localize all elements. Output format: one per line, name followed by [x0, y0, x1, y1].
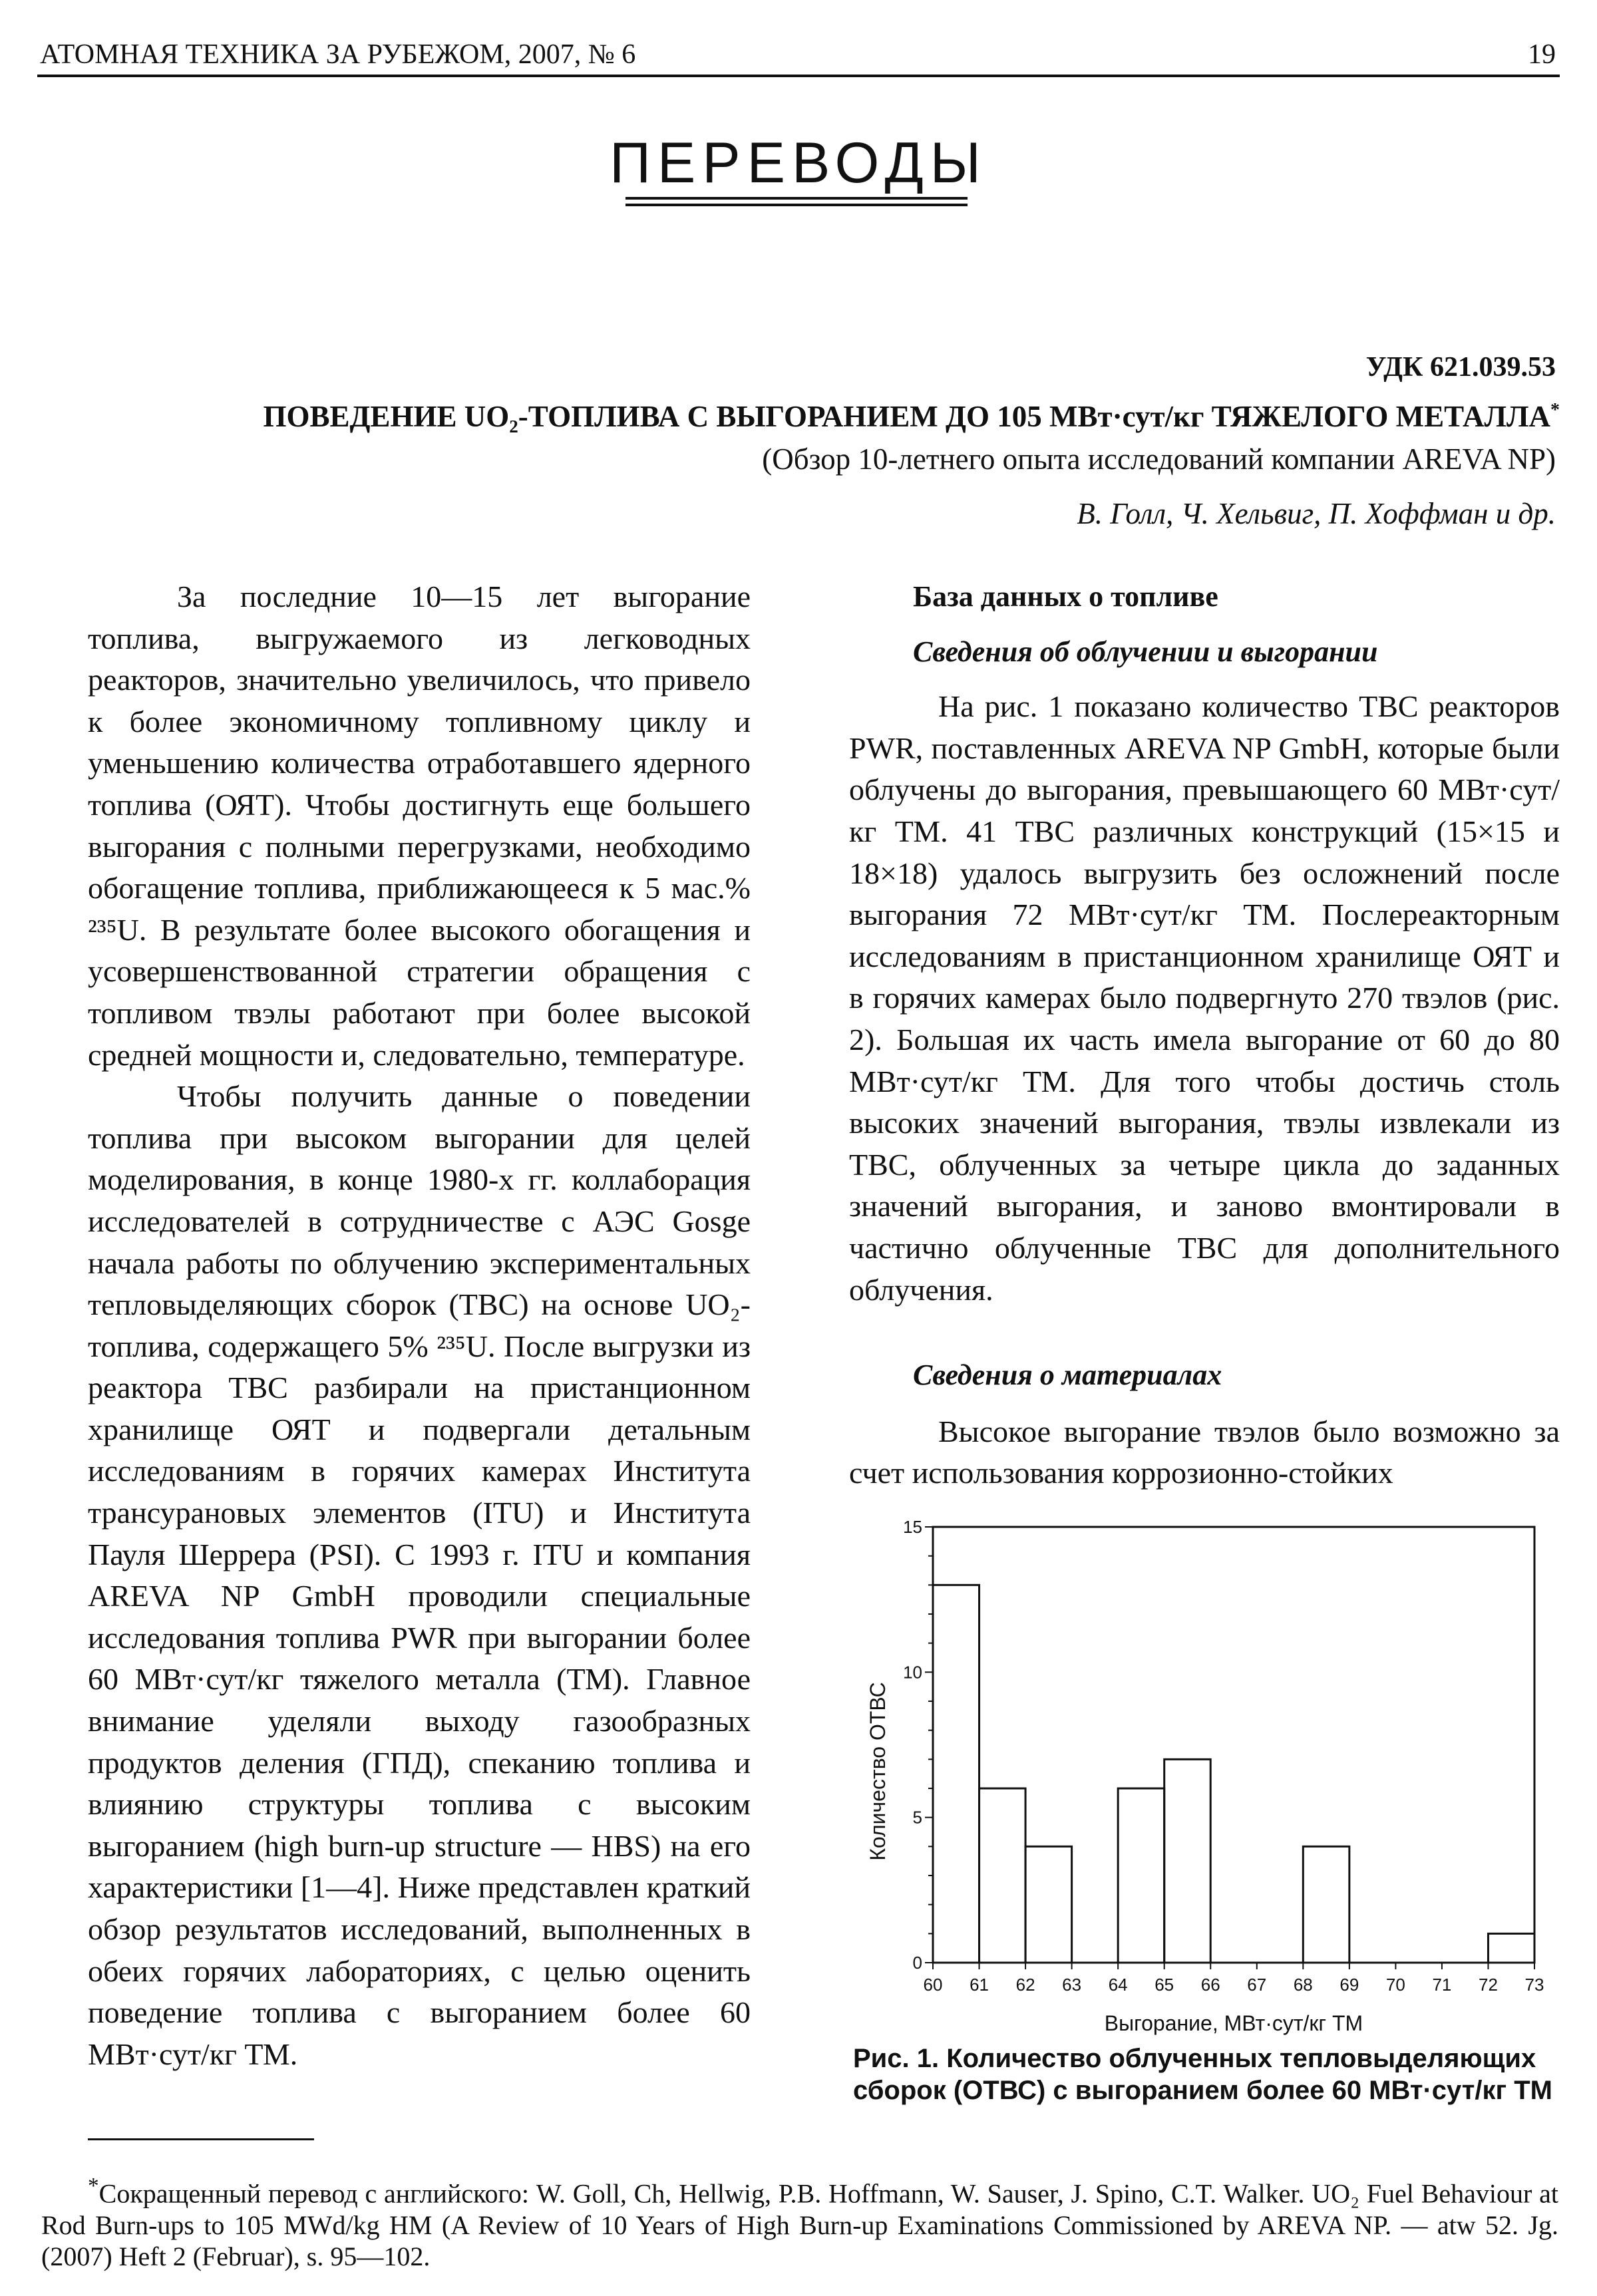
running-header: АТОМНАЯ ТЕХНИКА ЗА РУБЕЖОМ, 2007, № 6 — [40, 39, 636, 70]
page-number: 19 — [1528, 39, 1556, 70]
section-title: ПЕРЕВОДЫ — [610, 131, 987, 195]
histogram-bar — [1025, 1846, 1072, 1963]
paragraph: На рис. 1 показано количество ТВС реакторов PWR, поставленных AREVA NP GmbH, которые были облучены до выгорания, превышающего 60 МВт·сут/кг ТМ. 41 ТВС различных конструкций (15×15 и 18×18) удалось выгрузить без осложнений после выгорания 72 МВт·сут/кг ТМ. Послереакторным исследованиям в пристанционном хранилище ОЯТ и в горячих камерах было подвергнуто 270 твэлов (рис. 2). Большая их часть имела выгорание от 60 до 80 МВт·сут/кг ТМ. Для того чтобы достичь столь высоких значений выгорания, твэлы извлекали из ТВС, облученных за четыре цикла до заданных значений выгорания, и заново вмонтировали в частично облученные ТВС для дополнительного облучения. — [849, 689, 1560, 1307]
x-tick-label: 67 — [1247, 1975, 1267, 1995]
histogram-bar — [1164, 1759, 1211, 1963]
x-tick-label: 68 — [1293, 1975, 1313, 1995]
y-tick-label: 5 — [912, 1807, 922, 1828]
y-tick-label: 10 — [903, 1662, 922, 1683]
histogram-bar — [933, 1585, 979, 1963]
udk-code: УДК 621.039.53 — [1365, 352, 1556, 383]
footnote-text: Сокращенный перевод с английского: W. Goll, Ch, Hellwig, P.B. Hoffmann, W. Sauser, J. Spino, C.T. Walker. UO₂ Fuel Behaviour at Rod Burn-ups to 105 MWd/kg HM (A Review of 10 Years of High Burn-up Examinations Commissioned by AREVA NP. — atw 52. Jg. (2007) Heft 2 (Februar), s. 95—102. — [41, 2178, 1558, 2272]
histogram-bar — [1118, 1788, 1164, 1963]
histogram-bar — [1303, 1846, 1349, 1963]
histogram-bar — [979, 1788, 1026, 1963]
subsection-heading: Сведения о материалах — [913, 1359, 1222, 1391]
x-tick-label: 61 — [970, 1975, 989, 1995]
paragraph: Высокое выгорание твэлов было возможно за счет использования коррозионно-стойких — [849, 1414, 1560, 1490]
x-tick-label: 73 — [1524, 1975, 1544, 1995]
x-tick-label: 71 — [1432, 1975, 1452, 1995]
footnote-mark: * — [1550, 400, 1560, 420]
x-tick-label: 60 — [923, 1975, 943, 1995]
x-tick-label: 63 — [1062, 1975, 1082, 1995]
footnote-rule — [88, 2138, 314, 2140]
x-tick-label: 65 — [1154, 1975, 1174, 1995]
plot-frame — [933, 1527, 1534, 1963]
footnote-mark: * — [88, 2174, 99, 2198]
x-tick-label: 64 — [1108, 1975, 1128, 1995]
histogram-bar — [1488, 1933, 1534, 1963]
paragraph: За последние 10—15 лет выгорание топлива, выгружаемого из легководных реакторов, значительно увеличилось, что привело к более экономичному топливному циклу и уменьшению количества отработавшего ядерного топлива (ОЯТ). Чтобы достигнуть еще большего выгорания с полными перегрузками, необходимо обогащение топлива, приближающееся к 5 мас.% ²³⁵U. В результате более высокого обогащения и усовершенствованной стратегии обращения с топливом твэлы работают при более высокой средней мощности и, следовательно, температуре. — [88, 579, 751, 1072]
paragraph: Чтобы получить данные о поведении топлива при высоком выгорании для целей моделирования, в конце 1980-х гг. коллаборация исследователей в сотрудничестве с АЭС Gosge начала работы по облучению экспериментальных тепловыделяющих сборок (ТВС) на основе UO₂-топлива, содержащего 5% ²³⁵U. После выгрузки из реактора ТВС разбирали на пристанционном хранилище ОЯТ и подвергали детальным исследованиям в горячих камерах Института трансурановых элементов (ITU) и Института Пауля Шеррера (PSI). С 1993 г. ITU и компания AREVA NP GmbH проводили специальные исследования топлива PWR при выгорании более 60 МВт·сут/кг тяжелого металла (ТМ). Главное внимание уделяли выходу газообразных продуктов деления (ГПД), спеканию топлива и влиянию структуры топлива с высоким выгоранием (high burn-up structure — HBS) на его характеристики [1—4]. Ниже представлен краткий обзор результатов исследований, выполненных в обеих горячих лабораториях, с целью оценить поведение топлива с выгоранием более 60 МВт·сут/кг ТМ. — [88, 1079, 751, 2071]
y-tick-label: 15 — [903, 1517, 922, 1537]
x-tick-label: 72 — [1479, 1975, 1498, 1995]
footnote — [41, 2170, 1558, 2273]
x-tick-label: 69 — [1339, 1975, 1359, 1995]
article-authors: В. Голл, Ч. Хельвиг, П. Хоффман и др. — [1077, 497, 1556, 530]
section-heading: База данных о топливе — [913, 580, 1218, 613]
y-tick-label: 0 — [912, 1953, 922, 1973]
x-tick-label: 66 — [1200, 1975, 1220, 1995]
x-tick-label: 62 — [1015, 1975, 1035, 1995]
x-axis-label: Выгорание, МВт·сут/кг ТМ — [1104, 2011, 1363, 2035]
y-axis-label: Количество ОТВС — [866, 1682, 890, 1861]
figure-caption: Рис. 1. Количество облученных тепловыделяющих сборок (ОТВС) с выгоранием более 60 МВт·сут/кг ТМ — [853, 2044, 1552, 2105]
article-title-text: ПОВЕДЕНИЕ UO₂-ТОПЛИВА С ВЫГОРАНИЕМ ДО 105 МВт·сут/кг ТЯЖЕЛОГО МЕТАЛЛА — [263, 400, 1550, 433]
x-tick-label: 70 — [1385, 1975, 1405, 1995]
article-subtitle: (Обзор 10-летнего опыта исследований компании AREVA NP) — [762, 442, 1556, 476]
subsection-heading: Сведения об облучении и выгорании — [913, 635, 1378, 668]
